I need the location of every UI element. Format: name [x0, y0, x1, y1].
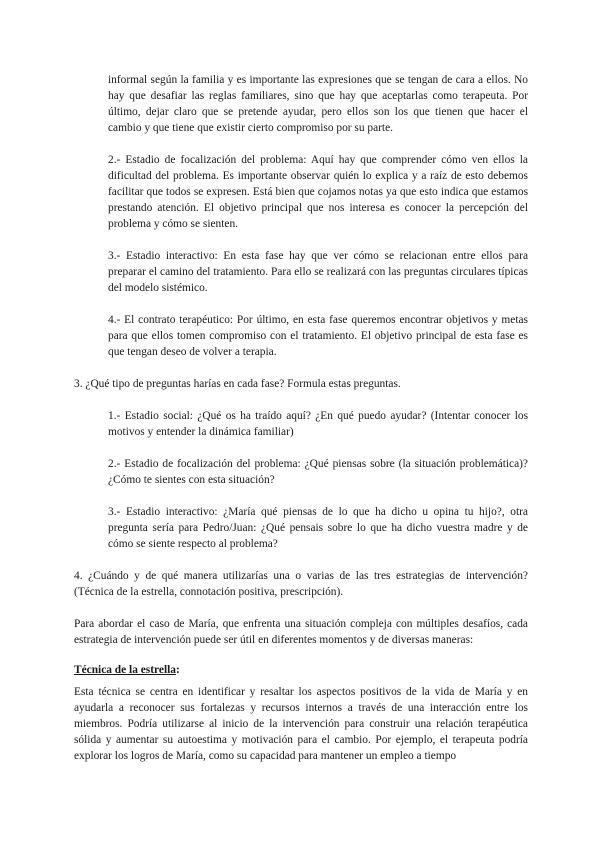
- heading-colon: :: [175, 664, 180, 676]
- answer-estadio-focalizacion: 2.- Estadio de focalización del problema: ¿Qué piensas sobre (la situación problemática)? ¿Cómo te sientes con esta situación?: [108, 458, 528, 486]
- paragraph-estadio-interactivo: 3.- Estadio interactivo: En esta fase hay que ver cómo se relacionan entre ellos para preparar el camino del tratamiento. Para ello se realizará con las preguntas circulares típicas del modelo sistémico.: [108, 250, 528, 294]
- paragraph-intro-estrategias: Para abordar el caso de María, que enfrenta una situación compleja con múltiples desafíos, cada estrategia de intervención puede ser útil en diferentes momentos y de diversas maneras:: [74, 618, 528, 646]
- answer-estadio-social: 1.- Estadio social: ¿Qué os ha traído aquí? ¿En qué puedo ayudar? (Intentar conocer los motivos y entender la dinámica familiar): [108, 410, 528, 438]
- heading-tecnica-estrella: [74, 662, 528, 678]
- answer-estadio-interactivo: 3.- Estadio interactivo: ¿María qué piensas de lo que ha dicho u opina tu hijo?, otra pregunta sería para Pedro/Juan: ¿Qué pensais sobre lo que ha dicho vuestra madre y de cómo se siente respecto al problema?: [108, 506, 528, 550]
- paragraph-tecnica-estrella: Esta técnica se centra en identificar y resaltar los aspectos positivos de la vida de María y en ayudarla a reconocer sus fortalezas y recursos internos a través de una interacción entre los miembros. Podría utilizarse al inicio de la intervención para construir una relación terapéutica sólida y aumentar su autoestima y motivación para el cambio. Por ejemplo, el terapeuta podría explorar los logros de María, como su capacidad para mantener un empleo a tiempo: [74, 686, 528, 762]
- paragraph-estadio-focalizacion: 2.- Estadio de focalización del problema: Aquí hay que comprender cómo ven ellos la dificultad del problema. Es importante observar quién lo explica y a raíz de esto debemos facilitar que todos se expresen. Está bien que cojamos notas ya que esto indica que estamos prestando atención. El objetivo principal que nos interesa es conocer la percepción del problema y cómo se sienten.: [108, 154, 528, 230]
- paragraph-contrato-terapeutico: 4.- El contrato terapéutico: Por último, en esta fase queremos encontrar objetivos y metas para que ellos tomen compromiso con el tratamiento. El objetivo principal de esta fase es que tengan deseo de volver a terapia.: [108, 314, 528, 358]
- paragraph-estadio-social-continuation: informal según la familia y es importante las expresiones que se tengan de cara a ellos. No hay que desafiar las reglas familiares, sino que hay que aceptarlas como terapeuta. Por último, dejar claro que se pretende ayudar, pero ellos son los que tienen que hacer el cambio y que tiene que existir cierto compromiso por su parte.: [108, 74, 528, 134]
- heading-tecnica-estrella-text: Técnica de la estrella: [74, 664, 176, 676]
- question-3: 3. ¿Qué tipo de preguntas harías en cada fase? Formula estas preguntas.: [74, 378, 401, 390]
- question-4: 4. ¿Cuándo y de qué manera utilizarías una o varias de las tres estrategias de intervención? (Técnica de la estrella, connotación positiva, prescripción).: [74, 570, 528, 598]
